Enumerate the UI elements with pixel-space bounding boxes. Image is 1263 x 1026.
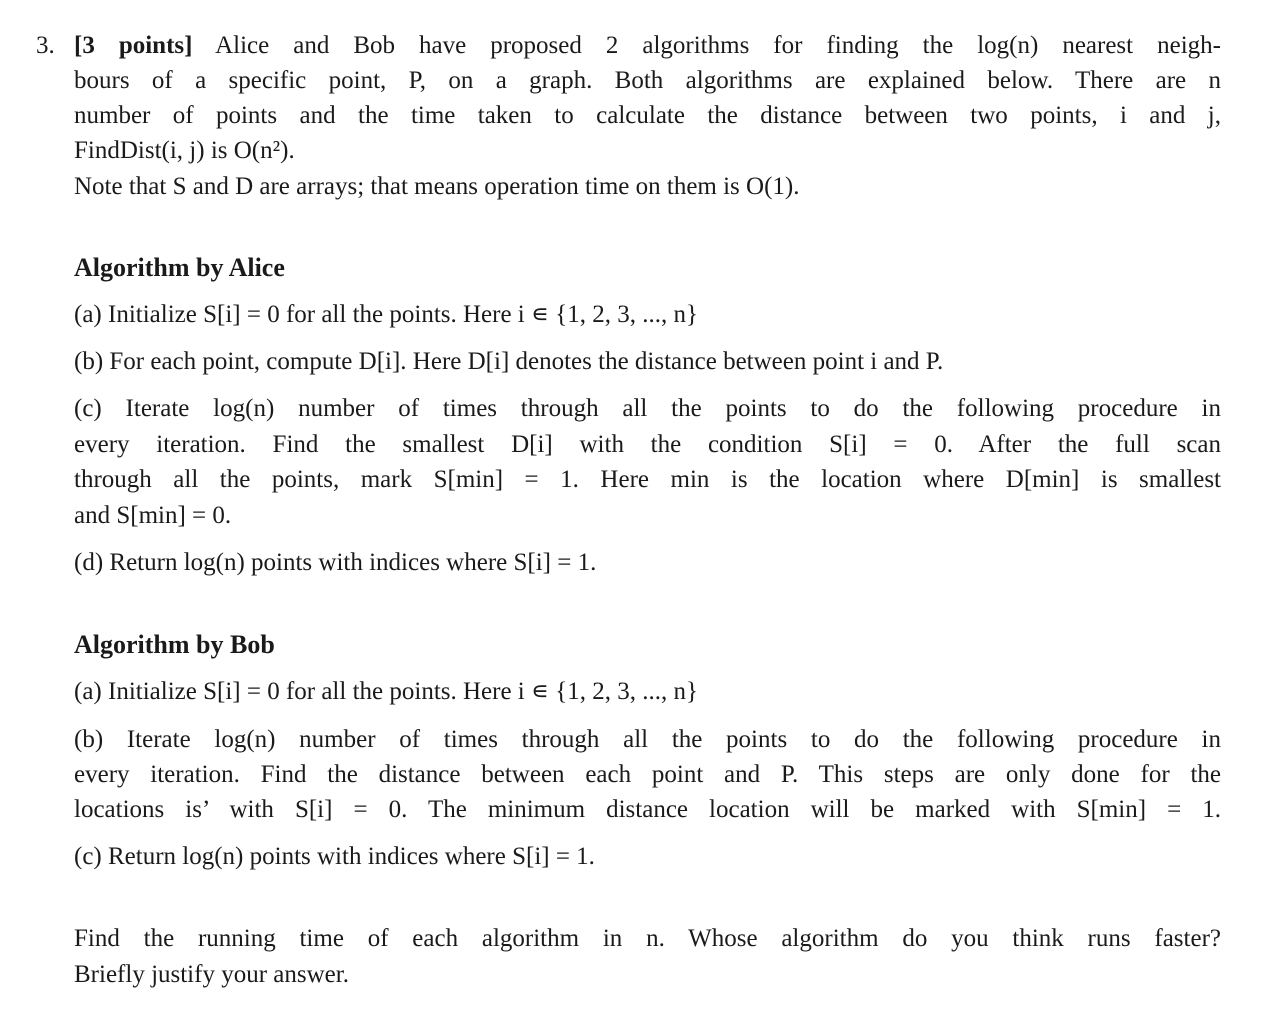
bob-step-a: (a) Initialize S[i] = 0 for all the points. Here i ∊ {1, 2, 3, ..., n}: [74, 678, 698, 705]
question-intro-line-2: bours of a specific point, P, on a graph. Both algorithms are explained below. There are n: [74, 67, 1221, 94]
question-number: 3.: [36, 32, 55, 59]
question-line-1-text: Alice and Bob have proposed 2 algorithms for finding the log(n) nearest neigh-: [215, 32, 1221, 59]
question-intro-line-3: number of points and the time taken to calculate the distance between two points, i and j,: [74, 102, 1221, 129]
bob-step-b-line-2: every iteration. Find the distance between each point and P. This steps are only done for the: [74, 761, 1221, 788]
alice-heading: Algorithm by Alice: [74, 253, 285, 282]
question-points: [3 points]: [74, 32, 193, 59]
question-note: Note that S and D are arrays; that means operation time on them is O(1).: [74, 173, 800, 200]
alice-step-b: (b) For each point, compute D[i]. Here D[i] denotes the distance between point i and P.: [74, 348, 944, 375]
alice-step-c-line-2: every iteration. Find the smallest D[i] with the condition S[i] = 0. After the full scan: [74, 431, 1221, 458]
alice-step-a: (a) Initialize S[i] = 0 for all the points. Here i ∊ {1, 2, 3, ..., n}: [74, 301, 698, 328]
alice-step-c-line-3: through all the points, mark S[min] = 1. Here min is the location where D[min] is smallest: [74, 466, 1221, 493]
alice-step-c-line-4: and S[min] = 0.: [74, 502, 232, 529]
bob-step-c: (c) Return log(n) points with indices where S[i] = 1.: [74, 843, 595, 870]
closing-line-1: Find the running time of each algorithm in n. Whose algorithm do you think runs faster?: [74, 925, 1221, 952]
question-intro-line-1: [74, 28, 1221, 63]
closing-line-2: Briefly justify your answer.: [74, 961, 349, 988]
alice-step-c-line-1: (c) Iterate log(n) number of times through all the points to do the following procedure in: [74, 395, 1221, 422]
question-intro-line-4: FindDist(i, j) is O(n²).: [74, 137, 295, 164]
bob-step-b-line-3: locations is’ with S[i] = 0. The minimum distance location will be marked with S[min] = 1.: [74, 796, 1221, 823]
alice-step-d: (d) Return log(n) points with indices where S[i] = 1.: [74, 549, 597, 576]
bob-heading: Algorithm by Bob: [74, 630, 275, 659]
bob-step-b-line-1: (b) Iterate log(n) number of times through all the points to do the following procedure in: [74, 726, 1221, 753]
